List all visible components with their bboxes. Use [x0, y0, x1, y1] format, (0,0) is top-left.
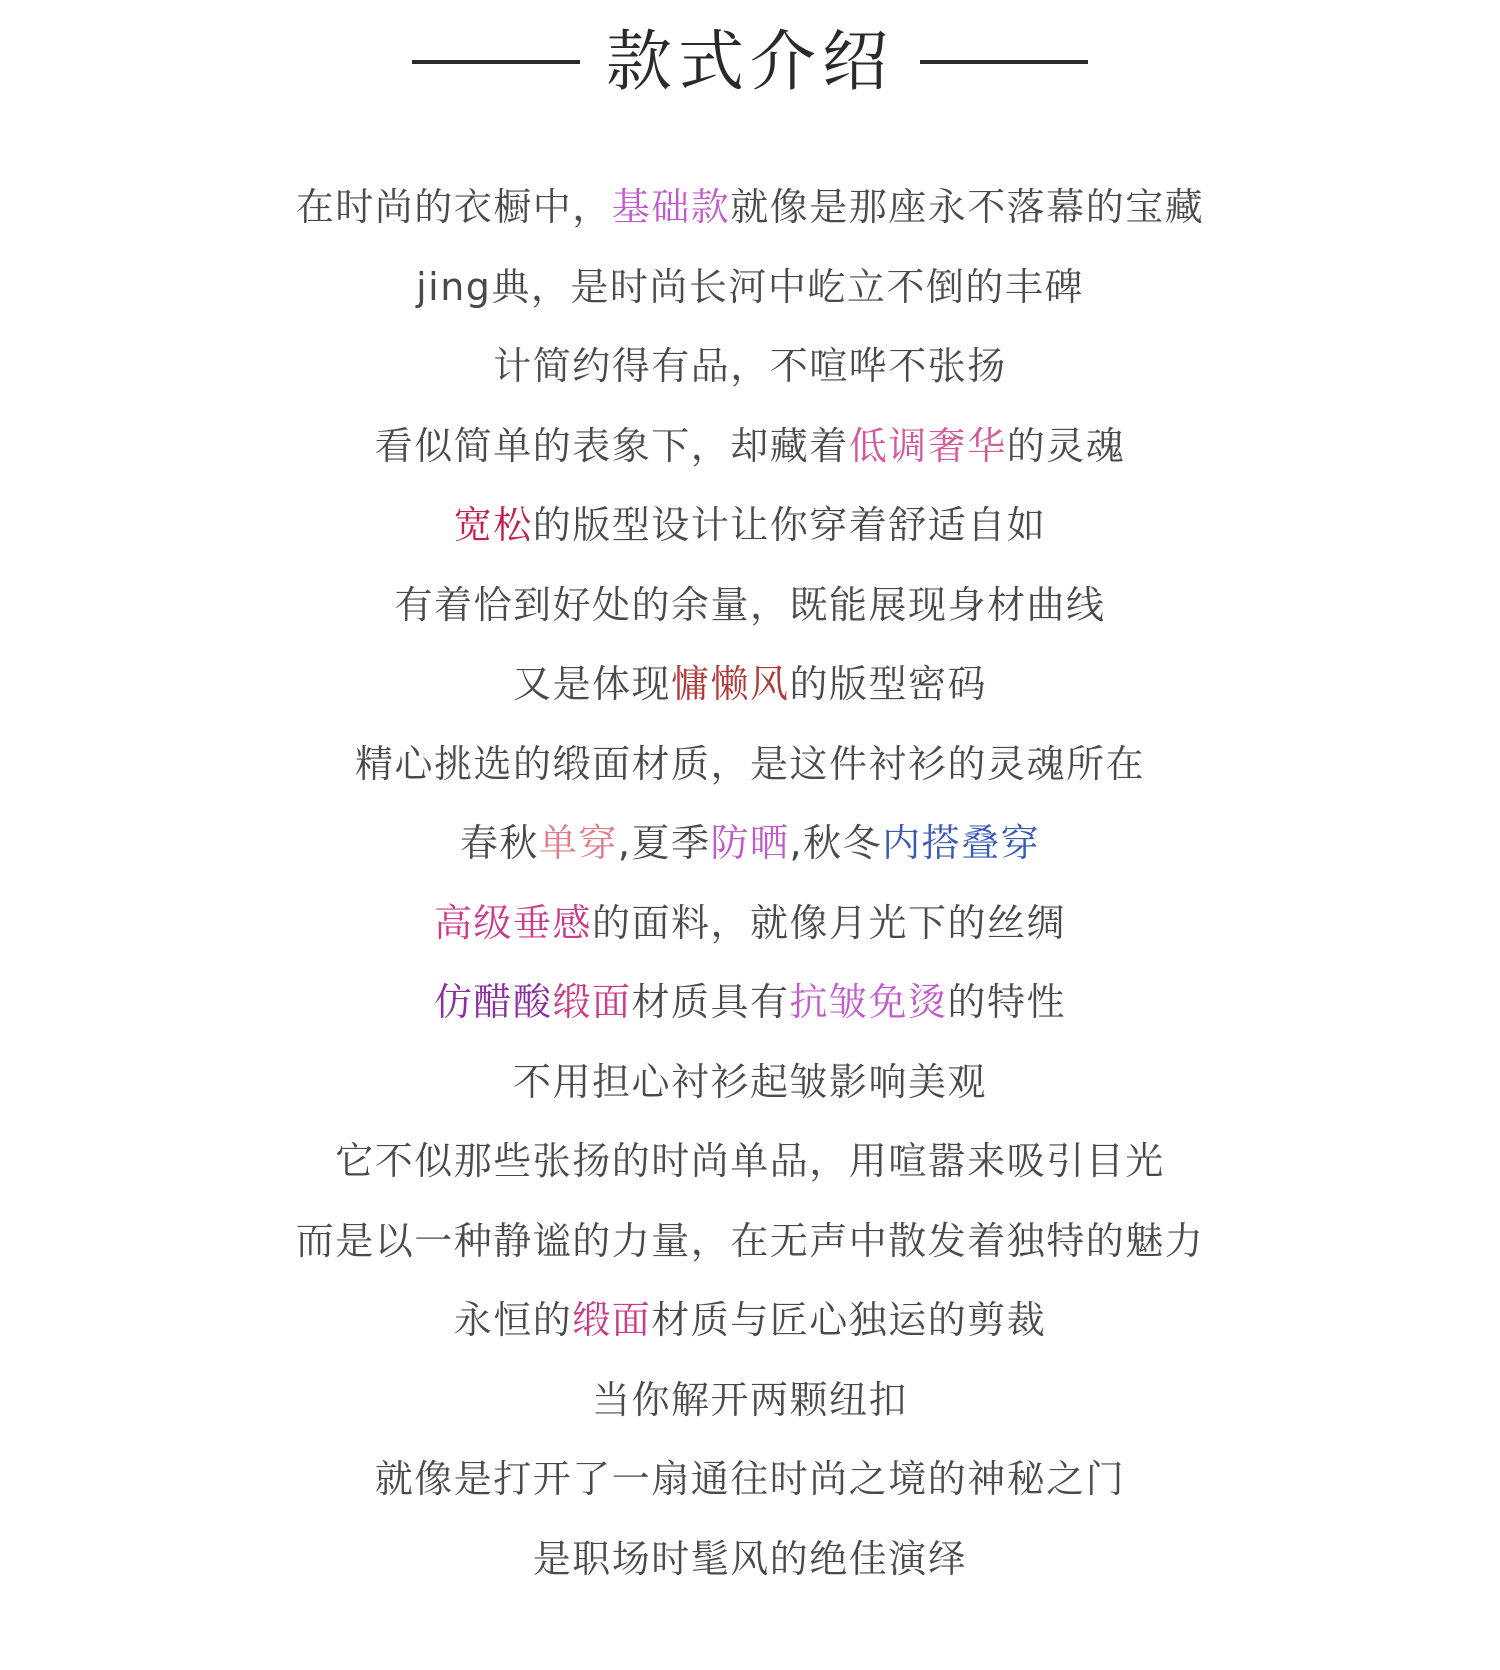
description-text-block: [0, 168, 1500, 1599]
text-segment: 材质具有: [631, 980, 790, 1024]
highlighted-keyword: 慵懒风: [670, 662, 790, 706]
description-line: [0, 725, 1500, 805]
right-divider-line: [920, 60, 1088, 64]
text-segment: 当你解开两颗纽扣: [591, 1377, 908, 1422]
text-segment: 的面料，就像月光下的丝绸: [592, 900, 1067, 945]
text-segment: 春秋: [459, 821, 539, 865]
text-segment: 不用担心衬衫起皱影响美观: [512, 1059, 987, 1104]
description-line: [0, 1043, 1500, 1123]
description-line: [0, 168, 1500, 248]
highlighted-keyword: 缎面: [552, 980, 632, 1024]
highlighted-keyword: 基础款: [611, 185, 731, 229]
text-segment: 精心挑选的缎面材质，是这件衬衫的灵魂所在: [354, 741, 1145, 786]
description-line: [0, 1520, 1500, 1600]
highlighted-keyword: 抗皱免烫: [789, 980, 948, 1024]
highlighted-keyword: 缎面: [572, 1298, 652, 1342]
text-segment: 的灵魂: [1006, 423, 1126, 468]
text-segment: 在时尚的衣橱中，: [295, 185, 612, 229]
description-line: [0, 1281, 1500, 1361]
text-segment: 看似简单的表象下，却藏着: [374, 423, 849, 468]
highlighted-keyword: 宽松: [453, 503, 533, 547]
description-line: [0, 804, 1500, 884]
text-segment: 的版型密码: [789, 662, 988, 706]
section-title: 款式介绍: [606, 23, 894, 100]
section-header: [0, 22, 1500, 102]
description-line: [0, 1122, 1500, 1202]
highlighted-keyword: 内搭叠穿: [882, 821, 1041, 865]
description-line: [0, 645, 1500, 725]
text-segment: 而是以一种静谧的力量，在无声中散发着独特的魅力: [295, 1218, 1205, 1263]
left-divider-line: [412, 60, 580, 64]
highlighted-keyword: 单穿: [538, 821, 618, 865]
text-segment: ,秋冬: [789, 821, 883, 865]
text-segment: jing典，是时尚长河中屹立不倒的丰碑: [416, 264, 1084, 309]
description-line: [0, 486, 1500, 566]
text-segment: 的特性: [947, 980, 1067, 1024]
text-segment: ,夏季: [617, 821, 711, 865]
text-segment: 又是体现: [512, 662, 671, 706]
description-line: [0, 1440, 1500, 1520]
description-line: [0, 566, 1500, 646]
text-segment: 材质与匠心独运的剪裁: [651, 1298, 1047, 1342]
text-segment: 是职场时髦风的绝佳演绎: [532, 1536, 968, 1581]
description-line: [0, 884, 1500, 964]
text-segment: 计简约得有品，不喧哗不张扬: [493, 344, 1007, 388]
highlighted-keyword: 防晒: [710, 821, 790, 865]
text-segment: 的版型设计让你穿着舒适自如: [532, 503, 1047, 547]
description-line: [0, 248, 1500, 328]
text-segment: 就像是那座永不落幕的宝藏: [730, 185, 1205, 229]
description-line: [0, 327, 1500, 407]
description-line: [0, 1361, 1500, 1441]
highlighted-keyword: 高级垂感: [433, 900, 592, 945]
description-line: [0, 963, 1500, 1043]
description-line: [0, 407, 1500, 487]
text-segment: 就像是打开了一扇通往时尚之境的神秘之门: [374, 1457, 1126, 1501]
highlighted-keyword: 仿醋酸: [433, 980, 553, 1024]
text-segment: 有着恰到好处的余量，既能展现身材曲线: [394, 582, 1106, 627]
highlighted-keyword: 低调奢华: [848, 423, 1007, 468]
description-line: [0, 1202, 1500, 1282]
text-segment: 永恒的: [453, 1298, 573, 1342]
text-segment: 它不似那些张扬的时尚单品，用喧嚣来吸引目光: [335, 1139, 1165, 1183]
